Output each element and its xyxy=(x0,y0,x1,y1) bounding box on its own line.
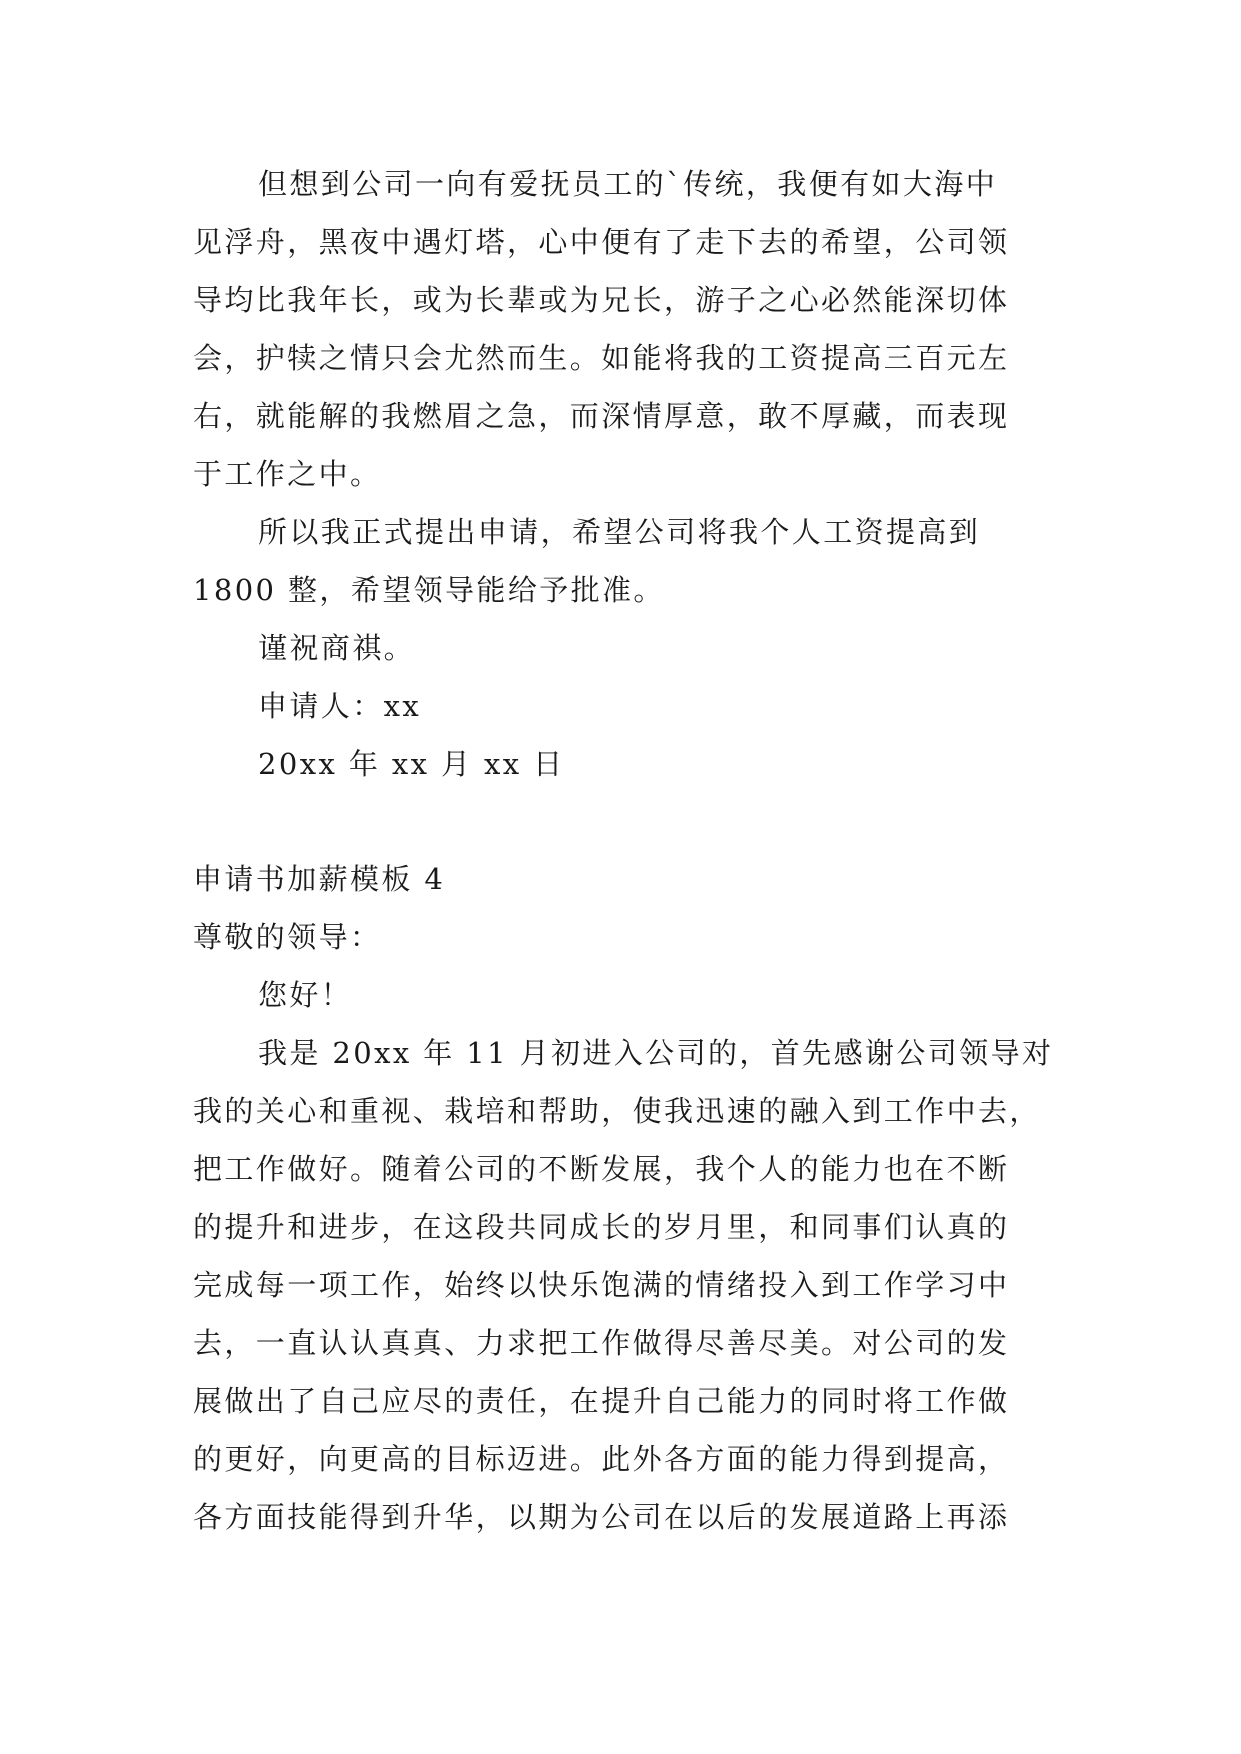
paragraph-line: 完成每一项工作，始终以快乐饱满的情绪投入到工作学习中 xyxy=(193,1268,1010,1302)
paragraph-line: 去，一直认认真真、力求把工作做得尽善尽美。对公司的发 xyxy=(193,1326,1010,1360)
paragraph-line: 我的关心和重视、栽培和帮助，使我迅速的融入到工作中去， xyxy=(193,1094,1041,1128)
paragraph-line: 会，护犊之情只会尤然而生。如能将我的工资提高三百元左 xyxy=(193,341,1010,375)
paragraph-line: 我是 20xx 年 11 月初进入公司的，首先感谢公司领导对 xyxy=(258,1036,1054,1070)
applicant-line: 申请人：xx xyxy=(258,689,422,723)
paragraph-line: 1800 整，希望领导能给予批准。 xyxy=(193,573,665,607)
closing-greeting: 谨祝商祺。 xyxy=(258,631,416,665)
paragraph-line: 导均比我年长，或为长辈或为兄长，游子之心必然能深切体 xyxy=(193,283,1010,317)
paragraph-line: 把工作做好。随着公司的不断发展，我个人的能力也在不断 xyxy=(193,1152,1010,1186)
paragraph-line: 各方面技能得到升华，以期为公司在以后的发展道路上再添 xyxy=(193,1500,1010,1534)
paragraph-line: 的更好，向更高的目标迈进。此外各方面的能力得到提高， xyxy=(193,1442,1010,1476)
paragraph-line: 展做出了自己应尽的责任，在提升自己能力的同时将工作做 xyxy=(193,1384,1010,1418)
greeting: 您好！ xyxy=(258,978,353,1012)
paragraph-line: 见浮舟，黑夜中遇灯塔，心中便有了走下去的希望，公司领 xyxy=(193,225,1010,259)
paragraph-line: 的提升和进步，在这段共同成长的岁月里，和同事们认真的 xyxy=(193,1210,1010,1244)
paragraph-line: 于工作之中。 xyxy=(193,457,382,491)
date-line: 20xx 年 xx 月 xx 日 xyxy=(258,747,565,781)
paragraph-line: 右，就能解的我燃眉之急，而深情厚意，敢不厚藏，而表现 xyxy=(193,399,1010,433)
salutation: 尊敬的领导： xyxy=(193,920,382,954)
section-title: 申请书加薪模板 4 xyxy=(193,862,446,896)
paragraph-line: 但想到公司一向有爱抚员工的`传统，我便有如大海中 xyxy=(258,167,998,201)
paragraph-line: 所以我正式提出申请，希望公司将我个人工资提高到 xyxy=(258,515,981,549)
